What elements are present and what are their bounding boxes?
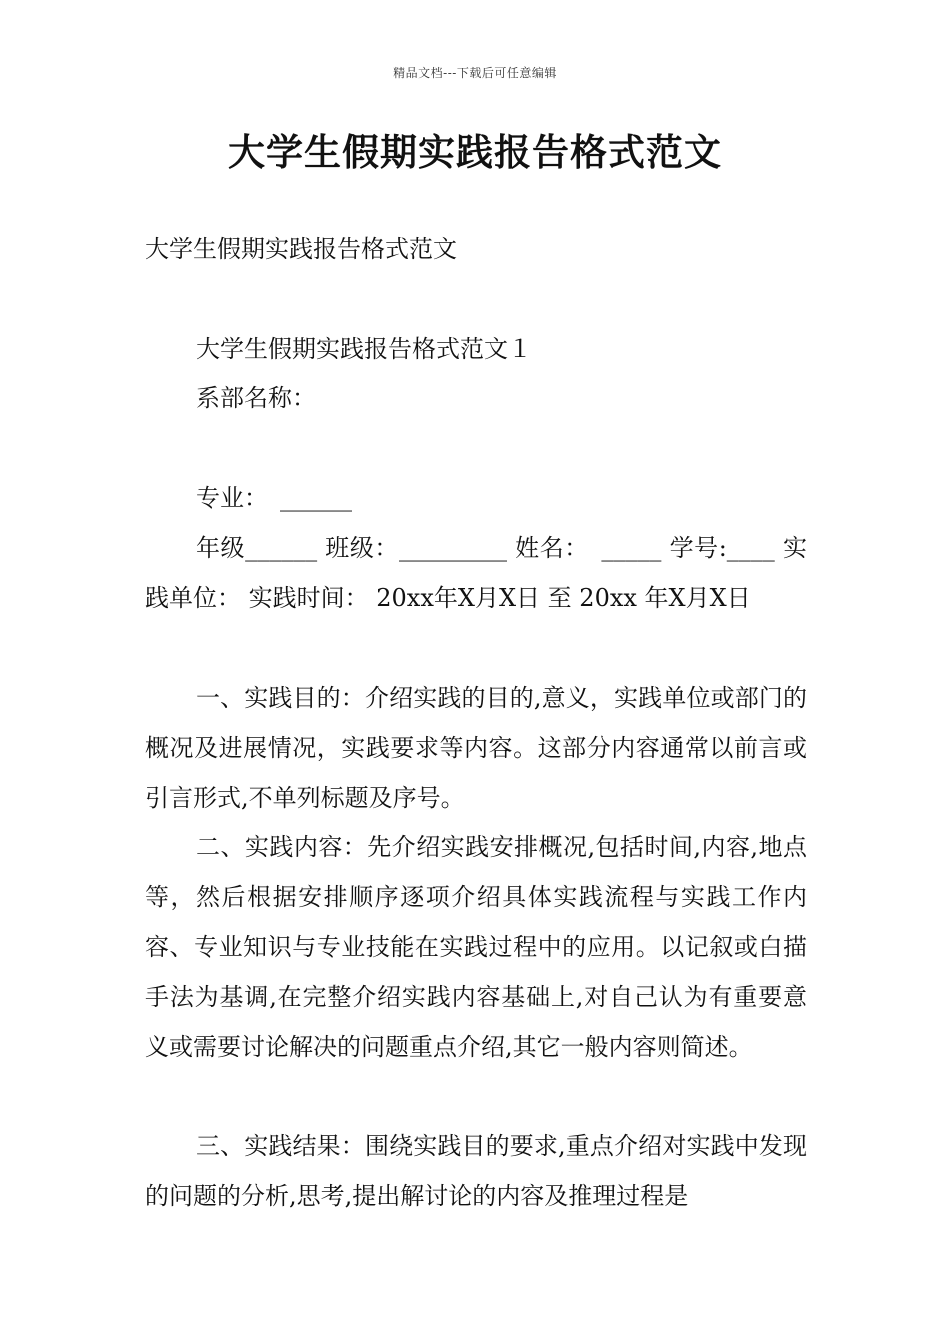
- paragraph-practice-content: 二、实践内容：先介绍实践安排概况,包括时间,内容,地点等，然后根据安排顺序逐项介绍具体实践流程与实践工作内容、专业知识与专业技能在实践过程中的应用。以记叙或白描手法为基调,在完整介绍实践内容基础上,对自己认为有重要意义或需要讨论解决的问题重点介绍,其它一般内容则简述。: [145, 833, 807, 1061]
- document-title: 大学生假期实践报告格式范文: [228, 131, 722, 174]
- student-info-paragraph: 年级______ 班级：_________ 姓名： _____ 学号:____ 实践单位： 实践时间： 20xx年X月X日 至 20xx 年X月X日: [145, 534, 807, 612]
- section-heading: 大学生假期实践报告格式范文１: [196, 335, 532, 363]
- document-subtitle: 大学生假期实践报告格式范文: [145, 235, 457, 263]
- paragraph-practice-purpose: 一、实践目的：介绍实践的目的,意义，实践单位或部门的概况及进展情况，实践要求等内容。这部分内容通常以前言或引言形式,不单列标题及序号。: [145, 684, 807, 812]
- major-field-line: 专业： ______: [196, 484, 352, 512]
- header-note: 精品文档---下载后可任意编辑: [393, 66, 557, 80]
- paragraph-practice-results: 三、实践结果：围绕实践目的要求,重点介绍对实践中发现的问题的分析,思考,提出解讨论的内容及推理过程是: [145, 1132, 807, 1210]
- department-label: 系部名称：: [196, 384, 316, 412]
